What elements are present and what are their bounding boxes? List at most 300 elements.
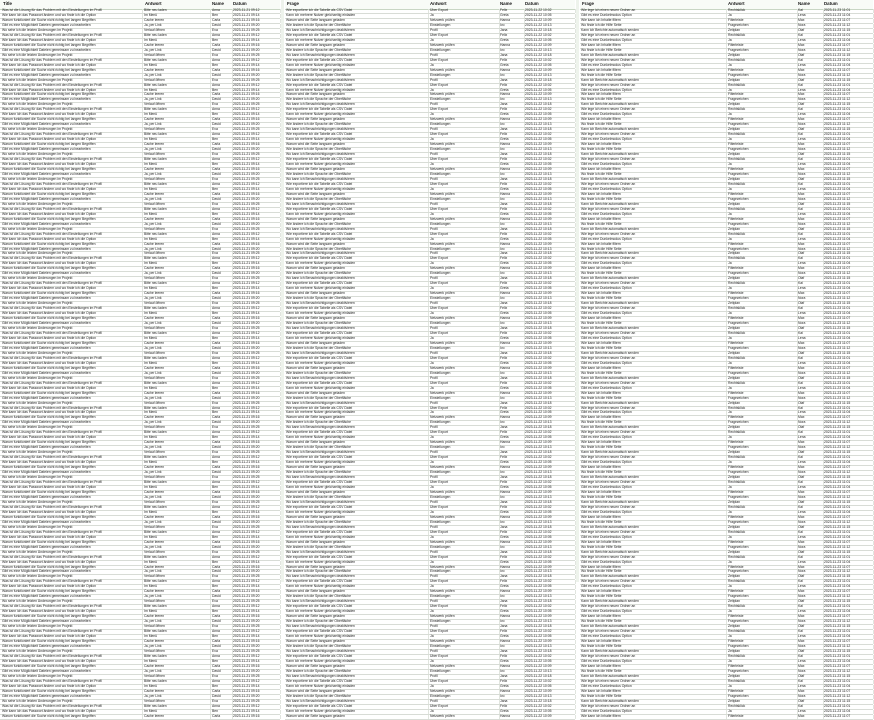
cell-question: Was ist die Lösung für das Problem mit den Einstellungen im Profil: [2, 34, 143, 38]
cell-name: Nora: [798, 248, 824, 252]
cell-answer: Netzwerk prüfen: [430, 342, 500, 346]
cell-answer: Bitte neu laden: [144, 655, 211, 659]
cell-question: Kann ich Berichte automatisch senden: [581, 178, 727, 182]
cell-date: 2023-11-22 10:18: [525, 128, 576, 132]
cell-answer: Cache leeren: [144, 566, 211, 570]
cell-name: Eva: [212, 575, 233, 579]
cell-date: 2023-11-21 09:14: [233, 64, 281, 68]
cell-date: 2023-11-23 11:12: [824, 570, 874, 574]
cell-question: Wie exportiere ich die Tabelle als CSV Datei: [286, 630, 429, 634]
cell-date: 2023-11-23 11:04: [824, 536, 874, 540]
cell-answer: Filterleiste: [728, 93, 798, 97]
cell-date: 2023-11-23 11:15: [824, 128, 874, 132]
cell-answer: Filterleiste: [728, 491, 798, 495]
cell-date: 2023-11-23 11:04: [824, 436, 874, 440]
table-row[interactable]: [0, 715, 280, 720]
cell-answer: Verlauf öffnen: [144, 650, 211, 654]
cell-name: Hanna: [500, 243, 525, 247]
cell-name: Greta: [500, 138, 525, 142]
cell-answer: Rechtsklick: [728, 307, 798, 311]
cell-question: Gibt es eine Möglichkeit Dateien gemeinsam zu bearbeiten: [2, 570, 143, 574]
cell-answer: Ja: [728, 39, 798, 43]
cell-question: Wie kann ich Inhalte filtern: [581, 218, 727, 222]
cell-name: Greta: [500, 585, 525, 589]
cell-name: Max: [798, 292, 824, 296]
cell-date: 2023-11-21 09:16: [233, 416, 281, 420]
cell-question: Wo finde ich die Hilfe Seite: [581, 322, 727, 326]
cell-name: David: [212, 471, 233, 475]
cell-question: Wo kann ich Benachrichtigungen deaktivieren: [286, 327, 429, 331]
cell-question: Wie lege ich einen neuen Ordner an: [581, 630, 727, 634]
header-cell-name: Name: [798, 1, 810, 6]
cell-name: Ivo: [500, 297, 525, 301]
cell-question: Wo kann ich Benachrichtigungen deaktivieren: [286, 575, 429, 579]
cell-date: 2023-11-22 10:05: [525, 610, 576, 614]
cell-name: Carla: [212, 317, 233, 321]
cell-name: Max: [798, 690, 824, 694]
cell-name: Kai: [798, 84, 824, 88]
cell-name: Lena: [798, 138, 824, 142]
cell-name: Eva: [212, 54, 233, 58]
cell-question: Warum wird die Seite langsam geladen: [286, 218, 429, 222]
cell-question: Gibt es eine Möglichkeit Dateien gemeinsam zu bearbeiten: [2, 148, 143, 152]
cell-answer: Rechtsklick: [728, 506, 798, 510]
cell-date: 2023-11-21 09:14: [233, 113, 281, 117]
cell-question: Wie lege ich einen neuen Ordner an: [581, 183, 727, 187]
cell-date: 2023-11-23 11:15: [824, 153, 874, 157]
cell-question: Kann ich Berichte automatisch senden: [581, 377, 727, 381]
cell-date: 2023-11-21 09:12: [233, 431, 281, 435]
cell-name: Lena: [798, 536, 824, 540]
cell-date: 2023-11-22 10:02: [525, 257, 576, 261]
cell-answer: Ja: [430, 163, 500, 167]
cell-question: Kann ich mehrere Nutzer gleichzeitig einladen: [286, 14, 429, 18]
cell-question: Wie exportiere ich die Tabelle als CSV Datei: [286, 456, 429, 460]
cell-answer: Filterleiste: [728, 118, 798, 122]
cell-date: 2023-11-23 11:15: [824, 327, 874, 331]
cell-question: Gibt es eine Dunkelmodus Option: [581, 64, 727, 68]
cell-date: 2023-11-21 09:12: [233, 9, 281, 13]
cell-question: Kann ich Berichte automatisch senden: [581, 575, 727, 579]
cell-date: 2023-11-21 09:20: [233, 372, 281, 376]
cell-question: Warum funktioniert die Suche nicht richtig bei langen Begriffen: [2, 193, 143, 197]
cell-answer: Netzwerk prüfen: [430, 367, 500, 371]
cell-name: Olaf: [798, 700, 824, 704]
cell-answer: Profil: [430, 327, 500, 331]
cell-name: Ivo: [500, 173, 525, 177]
cell-question: Wo finde ich die Hilfe Seite: [581, 173, 727, 177]
cell-date: 2023-11-23 11:15: [824, 277, 874, 281]
cell-name: Eva: [212, 228, 233, 232]
cell-question: Wo finde ich die Hilfe Seite: [581, 24, 727, 28]
cell-name: Lena: [798, 64, 824, 68]
cell-date: 2023-11-23 11:07: [824, 715, 874, 719]
cell-date: 2023-11-22 10:13: [525, 570, 576, 574]
cell-question: Wo kann ich Benachrichtigungen deaktivieren: [286, 551, 429, 555]
cell-name: Anna: [212, 431, 233, 435]
cell-name: Max: [798, 342, 824, 346]
cell-question: Warum funktioniert die Suche nicht richtig bei langen Begriffen: [2, 367, 143, 371]
cell-name: Carla: [212, 441, 233, 445]
cell-name: Nora: [798, 695, 824, 699]
cell-answer: Zeitplan: [728, 352, 798, 356]
cell-question: Wie exportiere ich die Tabelle als CSV Datei: [286, 282, 429, 286]
cell-date: 2023-11-22 10:02: [525, 307, 576, 311]
cell-date: 2023-11-23 11:07: [824, 317, 874, 321]
cell-name: Nora: [798, 347, 824, 351]
cell-name: David: [212, 421, 233, 425]
cell-question: Kann ich mehrere Nutzer gleichzeitig einladen: [286, 635, 429, 639]
cell-answer: Verlauf öffnen: [144, 277, 211, 281]
cell-answer: Cache leeren: [144, 640, 211, 644]
cell-answer: Cache leeren: [144, 44, 211, 48]
cell-question: Wo kann ich Benachrichtigungen deaktivieren: [286, 625, 429, 629]
cell-name: Jana: [500, 426, 525, 430]
cell-answer: Ja, per Link: [144, 372, 211, 376]
cell-date: 2023-11-22 10:09: [525, 143, 576, 147]
cell-answer: Fragezeichen: [728, 496, 798, 500]
cell-name: Jana: [500, 501, 525, 505]
cell-answer: Zeitplan: [728, 54, 798, 58]
cell-date: 2023-11-23 11:12: [824, 272, 874, 276]
cell-answer: Ja: [728, 411, 798, 415]
cell-answer: Profil: [430, 526, 500, 530]
cell-name: Olaf: [798, 29, 824, 33]
cell-question: Wo finde ich die Hilfe Seite: [581, 198, 727, 202]
cell-date: 2023-11-23 11:01: [824, 705, 874, 709]
cell-date: 2023-11-21 09:25: [233, 650, 281, 654]
cell-answer: Über Export: [430, 257, 500, 261]
cell-answer: Verlauf öffnen: [144, 252, 211, 256]
cell-answer: Bitte neu laden: [144, 158, 211, 162]
cell-answer: Einstellungen: [430, 347, 500, 351]
cell-date: 2023-11-22 10:13: [525, 297, 576, 301]
cell-date: 2023-11-22 10:02: [525, 705, 576, 709]
cell-name: Felix: [500, 382, 525, 386]
cell-name: Hanna: [500, 44, 525, 48]
cell-date: 2023-11-23 11:04: [824, 312, 874, 316]
cell-question: Warum wird die Seite langsam geladen: [286, 590, 429, 594]
cell-date: 2023-11-22 10:09: [525, 640, 576, 644]
cell-answer: Zeitplan: [728, 327, 798, 331]
cell-name: Felix: [500, 282, 525, 286]
cell-date: 2023-11-21 09:12: [233, 233, 281, 237]
cell-question: Wie kann ich das Passwort ändern und wo finde ich die Option: [2, 387, 143, 391]
cell-date: 2023-11-23 11:15: [824, 675, 874, 679]
cell-answer: Filterleiste: [728, 715, 798, 719]
cell-date: 2023-11-23 11:12: [824, 645, 874, 649]
cell-question: Wie lege ich einen neuen Ordner an: [581, 481, 727, 485]
cell-date: 2023-11-22 10:18: [525, 29, 576, 33]
cell-question: Was ist die Lösung für das Problem mit den Einstellungen im Profil: [2, 108, 143, 112]
cell-date: 2023-11-23 11:01: [824, 630, 874, 634]
spreadsheet-panel-3: [580, 0, 873, 718]
cell-question: Wie ändere ich die Sprache der Oberfläche: [286, 148, 429, 152]
cell-date: 2023-11-22 10:09: [525, 516, 576, 520]
cell-answer: Ja: [430, 585, 500, 589]
cell-answer: Filterleiste: [728, 566, 798, 570]
cell-answer: Profil: [430, 426, 500, 430]
cell-name: Greta: [500, 337, 525, 341]
cell-question: Was ist die Lösung für das Problem mit den Einstellungen im Profil: [2, 208, 143, 212]
cell-name: Felix: [500, 233, 525, 237]
cell-question: Gibt es eine Dunkelmodus Option: [581, 362, 727, 366]
cell-name: Kai: [798, 9, 824, 13]
cell-name: Jana: [500, 675, 525, 679]
cell-date: 2023-11-22 10:05: [525, 585, 576, 589]
cell-answer: Netzwerk prüfen: [430, 715, 500, 719]
cell-question: Wie lege ich einen neuen Ordner an: [581, 34, 727, 38]
cell-answer: Netzwerk prüfen: [430, 466, 500, 470]
cell-name: Carla: [212, 566, 233, 570]
cell-question: Kann ich Berichte automatisch senden: [581, 426, 727, 430]
cell-answer: Rechtsklick: [728, 605, 798, 609]
cell-date: 2023-11-23 11:07: [824, 566, 874, 570]
cell-answer: Ja: [728, 585, 798, 589]
cell-name: Nora: [798, 670, 824, 674]
cell-name: Ben: [212, 362, 233, 366]
cell-date: 2023-11-21 09:20: [233, 521, 281, 525]
cell-date: 2023-11-23 11:15: [824, 54, 874, 58]
cell-answer: Einstellungen: [430, 74, 500, 78]
cell-question: Wie kann ich das Passwort ändern und wo finde ich die Option: [2, 486, 143, 490]
cell-answer: Zeitplan: [728, 29, 798, 33]
cell-question: Was ist die Lösung für das Problem mit den Einstellungen im Profil: [2, 655, 143, 659]
cell-date: 2023-11-23 11:12: [824, 397, 874, 401]
cell-answer: Ja: [728, 436, 798, 440]
cell-answer: Netzwerk prüfen: [430, 143, 500, 147]
cell-question: Wie kann ich Inhalte filtern: [581, 168, 727, 172]
cell-answer: Einstellungen: [430, 297, 500, 301]
cell-date: 2023-11-21 09:20: [233, 496, 281, 500]
cell-date: 2023-11-21 09:25: [233, 153, 281, 157]
cell-question: Wo kann ich Benachrichtigungen deaktivieren: [286, 377, 429, 381]
cell-question: Was ist die Lösung für das Problem mit den Einstellungen im Profil: [2, 257, 143, 261]
cell-answer: Einstellungen: [430, 595, 500, 599]
cell-name: Kai: [798, 357, 824, 361]
cell-name: Felix: [500, 208, 525, 212]
cell-date: 2023-11-22 10:13: [525, 397, 576, 401]
cell-question: Was ist die Lösung für das Problem mit den Einstellungen im Profil: [2, 84, 143, 88]
cell-name: Anna: [212, 556, 233, 560]
cell-question: Gibt es eine Dunkelmodus Option: [581, 561, 727, 565]
cell-answer: Ja: [430, 610, 500, 614]
cell-answer: Filterleiste: [728, 218, 798, 222]
cell-question: Wie kann ich Inhalte filtern: [581, 541, 727, 545]
cell-question: Wie ändere ich die Sprache der Oberfläche: [286, 372, 429, 376]
cell-question: Kann ich mehrere Nutzer gleichzeitig einladen: [286, 411, 429, 415]
cell-answer: Zeitplan: [728, 178, 798, 182]
cell-question: Wie lege ich einen neuen Ordner an: [581, 158, 727, 162]
cell-question: Wo sehe ich die letzten Änderungen im Projekt: [2, 476, 143, 480]
cell-answer: Bitte neu laden: [144, 208, 211, 212]
cell-name: Anna: [212, 34, 233, 38]
cell-question: Wie kann ich Inhalte filtern: [581, 342, 727, 346]
cell-date: 2023-11-23 11:15: [824, 252, 874, 256]
cell-date: 2023-11-22 10:05: [525, 561, 576, 565]
cell-date: 2023-11-23 11:12: [824, 198, 874, 202]
cell-question: Warum funktioniert die Suche nicht richtig bei langen Begriffen: [2, 640, 143, 644]
cell-name: Jana: [500, 103, 525, 107]
cell-question: Wo finde ich die Hilfe Seite: [581, 372, 727, 376]
cell-question: Kann ich mehrere Nutzer gleichzeitig einladen: [286, 138, 429, 142]
cell-answer: Einstellungen: [430, 223, 500, 227]
cell-question: Wo sehe ich die letzten Änderungen im Projekt: [2, 501, 143, 505]
cell-name: Ben: [212, 610, 233, 614]
cell-answer: Ja: [430, 486, 500, 490]
cell-question: Wie kann ich das Passwort ändern und wo finde ich die Option: [2, 163, 143, 167]
cell-answer: Bitte neu laden: [144, 233, 211, 237]
cell-question: Wo sehe ich die letzten Änderungen im Projekt: [2, 600, 143, 604]
cell-question: Wie exportiere ich die Tabelle als CSV Datei: [286, 655, 429, 659]
cell-date: 2023-11-23 11:04: [824, 89, 874, 93]
cell-name: Greta: [500, 188, 525, 192]
cell-question: Wie lege ich einen neuen Ordner an: [581, 282, 727, 286]
cell-answer: Bitte neu laden: [144, 257, 211, 261]
cell-answer: Ja: [728, 287, 798, 291]
cell-date: 2023-11-21 09:20: [233, 620, 281, 624]
cell-name: David: [212, 347, 233, 351]
cell-name: Greta: [500, 163, 525, 167]
cell-date: 2023-11-21 09:12: [233, 307, 281, 311]
cell-name: Nora: [798, 570, 824, 574]
cell-answer: Filterleiste: [728, 292, 798, 296]
cell-name: Anna: [212, 382, 233, 386]
cell-date: 2023-11-23 11:01: [824, 183, 874, 187]
cell-answer: Netzwerk prüfen: [430, 416, 500, 420]
cell-date: 2023-11-22 10:05: [525, 238, 576, 242]
cell-answer: Cache leeren: [144, 690, 211, 694]
cell-date: 2023-11-21 09:16: [233, 143, 281, 147]
cell-question: Warum funktioniert die Suche nicht richtig bei langen Begriffen: [2, 516, 143, 520]
cell-question: Was ist die Lösung für das Problem mit den Einstellungen im Profil: [2, 59, 143, 63]
cell-date: 2023-11-21 09:12: [233, 506, 281, 510]
cell-date: 2023-11-22 10:05: [525, 262, 576, 266]
cell-answer: Fragezeichen: [728, 521, 798, 525]
cell-question: Wie kann ich das Passwort ändern und wo finde ich die Option: [2, 561, 143, 565]
cell-date: 2023-11-23 11:01: [824, 531, 874, 535]
cell-name: Max: [798, 317, 824, 321]
cell-date: 2023-11-23 11:12: [824, 248, 874, 252]
cell-date: 2023-11-22 10:09: [525, 19, 576, 23]
cell-name: Hanna: [500, 441, 525, 445]
cell-answer: Ja: [430, 635, 500, 639]
cell-question: Gibt es eine Dunkelmodus Option: [581, 262, 727, 266]
cell-date: 2023-11-23 11:15: [824, 451, 874, 455]
cell-name: Felix: [500, 158, 525, 162]
table-row[interactable]: [580, 715, 873, 720]
cell-answer: Netzwerk prüfen: [430, 317, 500, 321]
table-row[interactable]: [285, 715, 575, 720]
cell-answer: Profil: [430, 252, 500, 256]
cell-date: 2023-11-21 09:25: [233, 426, 281, 430]
cell-date: 2023-11-23 11:15: [824, 625, 874, 629]
cell-name: David: [212, 123, 233, 127]
cell-name: Olaf: [798, 526, 824, 530]
cell-question: Wie kann ich Inhalte filtern: [581, 143, 727, 147]
cell-question: Wie kann ich das Passwort ändern und wo finde ich die Option: [2, 14, 143, 18]
cell-question: Wie lege ich einen neuen Ordner an: [581, 531, 727, 535]
cell-question: Warum funktioniert die Suche nicht richtig bei langen Begriffen: [2, 243, 143, 247]
cell-name: Lena: [798, 511, 824, 515]
cell-name: Max: [798, 590, 824, 594]
cell-date: 2023-11-23 11:04: [824, 585, 874, 589]
cell-question: Warum wird die Seite langsam geladen: [286, 715, 429, 719]
cell-name: Felix: [500, 34, 525, 38]
cell-name: David: [212, 570, 233, 574]
cell-answer: Cache leeren: [144, 93, 211, 97]
cell-answer: Ja, per Link: [144, 645, 211, 649]
header-cell-date: Datum: [233, 1, 247, 6]
cell-name: David: [212, 546, 233, 550]
cell-question: Gibt es eine Dunkelmodus Option: [581, 213, 727, 217]
cell-name: Nora: [798, 521, 824, 525]
cell-name: Anna: [212, 456, 233, 460]
cell-question: Was ist die Lösung für das Problem mit den Einstellungen im Profil: [2, 332, 143, 336]
cell-question: Wie lege ich einen neuen Ordner an: [581, 431, 727, 435]
cell-answer: Einstellungen: [430, 248, 500, 252]
cell-date: 2023-11-21 09:12: [233, 257, 281, 261]
cell-name: Felix: [500, 407, 525, 411]
cell-question: Warum wird die Seite langsam geladen: [286, 615, 429, 619]
cell-name: Ben: [212, 89, 233, 93]
header-cell-name: Name: [212, 1, 224, 6]
cell-answer: Bitte neu laden: [144, 705, 211, 709]
cell-question: Wo kann ich Benachrichtigungen deaktivieren: [286, 178, 429, 182]
cell-name: Anna: [212, 357, 233, 361]
cell-question: Wo finde ich die Hilfe Seite: [581, 223, 727, 227]
cell-question: Was ist die Lösung für das Problem mit den Einstellungen im Profil: [2, 407, 143, 411]
cell-name: David: [212, 446, 233, 450]
cell-answer: Zeitplan: [728, 377, 798, 381]
cell-name: Ben: [212, 536, 233, 540]
cell-answer: Über Export: [430, 630, 500, 634]
cell-question: Gibt es eine Dunkelmodus Option: [581, 660, 727, 664]
cell-question: Kann ich mehrere Nutzer gleichzeitig einladen: [286, 163, 429, 167]
cell-name: Nora: [798, 49, 824, 53]
cell-answer: Bitte neu laden: [144, 108, 211, 112]
cell-question: Wie kann ich das Passwort ändern und wo finde ich die Option: [2, 635, 143, 639]
cell-date: 2023-11-23 11:04: [824, 387, 874, 391]
cell-question: Was ist die Lösung für das Problem mit den Einstellungen im Profil: [2, 233, 143, 237]
cell-date: 2023-11-21 09:14: [233, 610, 281, 614]
cell-answer: Profil: [430, 377, 500, 381]
cell-name: David: [212, 620, 233, 624]
cell-name: Greta: [500, 635, 525, 639]
cell-name: Nora: [798, 595, 824, 599]
cell-date: 2023-11-23 11:04: [824, 287, 874, 291]
cell-question: Was ist die Lösung für das Problem mit den Einstellungen im Profil: [2, 605, 143, 609]
cell-name: Hanna: [500, 93, 525, 97]
cell-question: Wo finde ich die Hilfe Seite: [581, 521, 727, 525]
cell-name: Kai: [798, 282, 824, 286]
cell-date: 2023-11-21 09:14: [233, 585, 281, 589]
cell-answer: Profil: [430, 501, 500, 505]
cell-question: Gibt es eine Möglichkeit Dateien gemeinsam zu bearbeiten: [2, 471, 143, 475]
cell-answer: Ja: [430, 213, 500, 217]
cell-question: Wie lege ich einen neuen Ordner an: [581, 407, 727, 411]
cell-answer: Rechtsklick: [728, 655, 798, 659]
cell-date: 2023-11-22 10:05: [525, 486, 576, 490]
cell-answer: Im Menü: [144, 461, 211, 465]
cell-question: Wie kann ich das Passwort ändern und wo finde ich die Option: [2, 39, 143, 43]
cell-question: Warum funktioniert die Suche nicht richtig bei langen Begriffen: [2, 566, 143, 570]
cell-date: 2023-11-21 09:12: [233, 630, 281, 634]
cell-answer: Rechtsklick: [728, 108, 798, 112]
cell-answer: Bitte neu laden: [144, 357, 211, 361]
cell-answer: Ja, per Link: [144, 496, 211, 500]
cell-name: Felix: [500, 705, 525, 709]
